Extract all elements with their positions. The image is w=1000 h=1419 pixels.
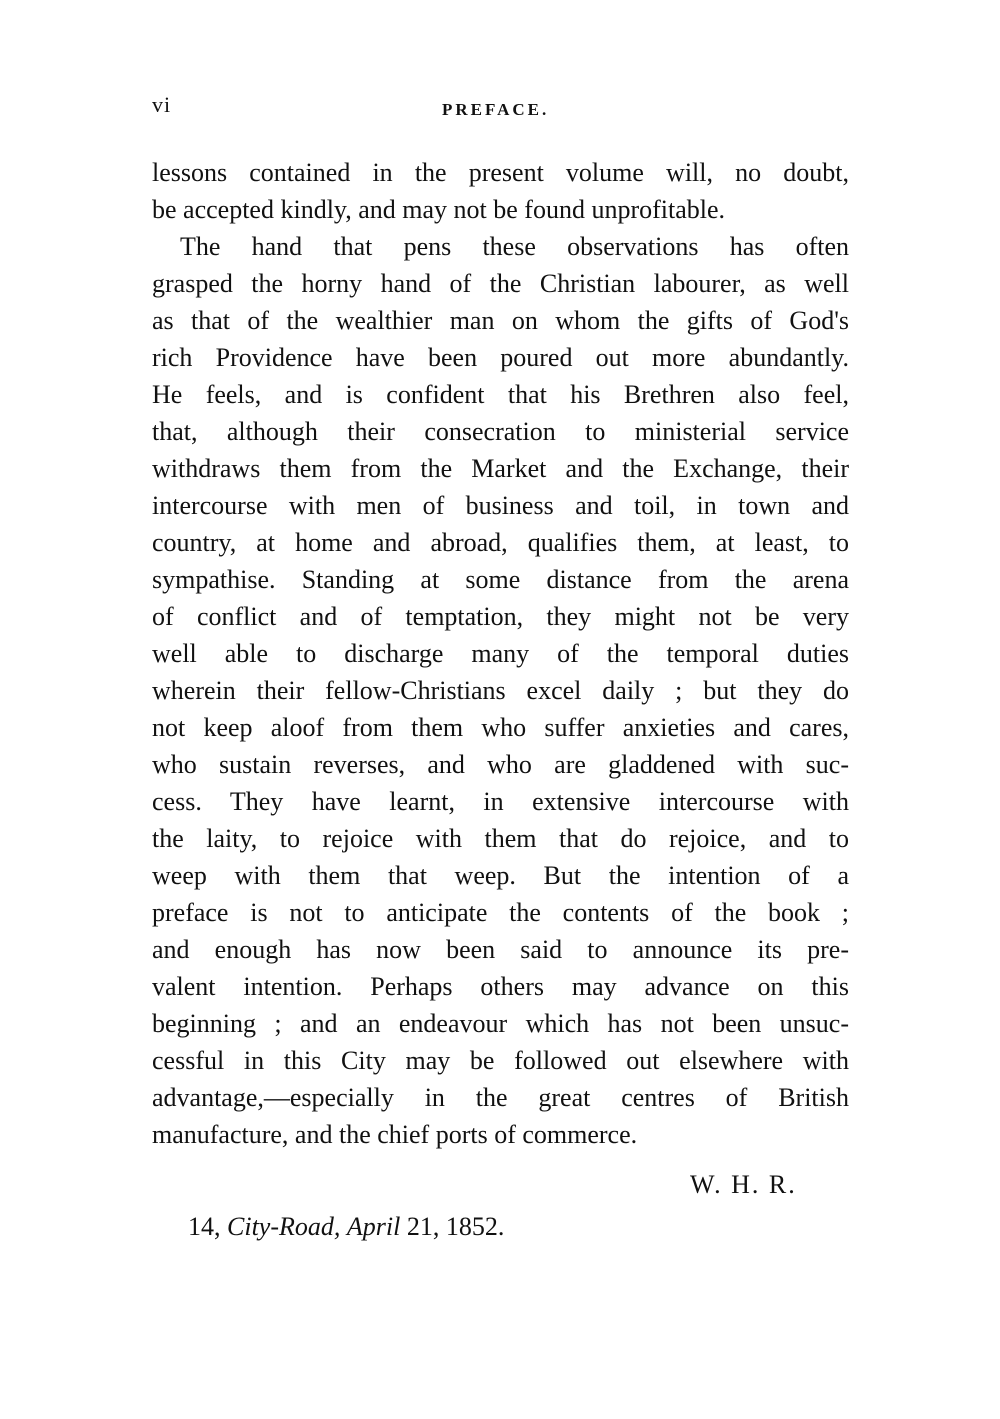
text-line: advantage,—especially in the great centres of British (152, 1083, 849, 1112)
text-line: that, although their consecration to ministerial service (152, 417, 849, 446)
text-line: not keep aloof from them who suffer anxieties and cares, (152, 713, 849, 742)
text-line: sympathise. Standing at some distance from the arena (152, 565, 849, 594)
text-line: the laity, to rejoice with them that do rejoice, and to (152, 824, 849, 853)
text-line: valent intention. Perhaps others may advance on this (152, 972, 849, 1001)
text-line: of conflict and of temptation, they might not be very (152, 602, 849, 631)
dateline-street: City-Road, (227, 1212, 341, 1241)
text-line: cessful in this City may be followed out elsewhere with (152, 1046, 849, 1075)
text-line: who sustain reverses, and who are gladdened with suc- (152, 750, 849, 779)
text-line: and enough has now been said to announce its pre- (152, 935, 849, 964)
dateline-number: 14, (188, 1212, 221, 1241)
dateline-date: 21, 1852. (406, 1212, 505, 1241)
page-number: vi (152, 92, 172, 117)
text-line: The hand that pens these observations has often (180, 232, 849, 261)
text-line: preface is not to anticipate the contents of the book ; (152, 898, 849, 927)
text-line: as that of the wealthier man on whom the gifts of God's (152, 306, 849, 335)
text-line: He feels, and is confident that his Brethren also feel, (152, 380, 849, 409)
dateline-month: April (346, 1212, 401, 1241)
text-line: rich Providence have been poured out more abundantly. (152, 343, 849, 372)
preface-body (152, 154, 849, 1153)
text-line: weep with them that weep. But the intention of a (152, 861, 849, 890)
text-line: intercourse with men of business and toil, in town and (152, 491, 849, 520)
text-line: withdraws them from the Market and the Exchange, their (152, 454, 849, 483)
text-line: manufacture, and the chief ports of commerce. (152, 1120, 638, 1149)
dateline (188, 1212, 504, 1242)
text-line: cess. They have learnt, in extensive intercourse with (152, 787, 849, 816)
text-line: country, at home and abroad, qualifies them, at least, to (152, 528, 849, 557)
text-line: beginning ; and an endeavour which has not been unsuc- (152, 1009, 849, 1038)
author-initials: W. H. R. (690, 1170, 797, 1199)
text-line: well able to discharge many of the temporal duties (152, 639, 849, 668)
text-line: grasped the horny hand of the Christian labourer, as well (152, 269, 849, 298)
text-line: wherein their fellow-Christians excel daily ; but they do (152, 676, 849, 705)
running-head: PREFACE. (442, 100, 550, 119)
text-line: lessons contained in the present volume will, no doubt, (152, 158, 849, 187)
text-line: be accepted kindly, and may not be found unprofitable. (152, 195, 726, 224)
